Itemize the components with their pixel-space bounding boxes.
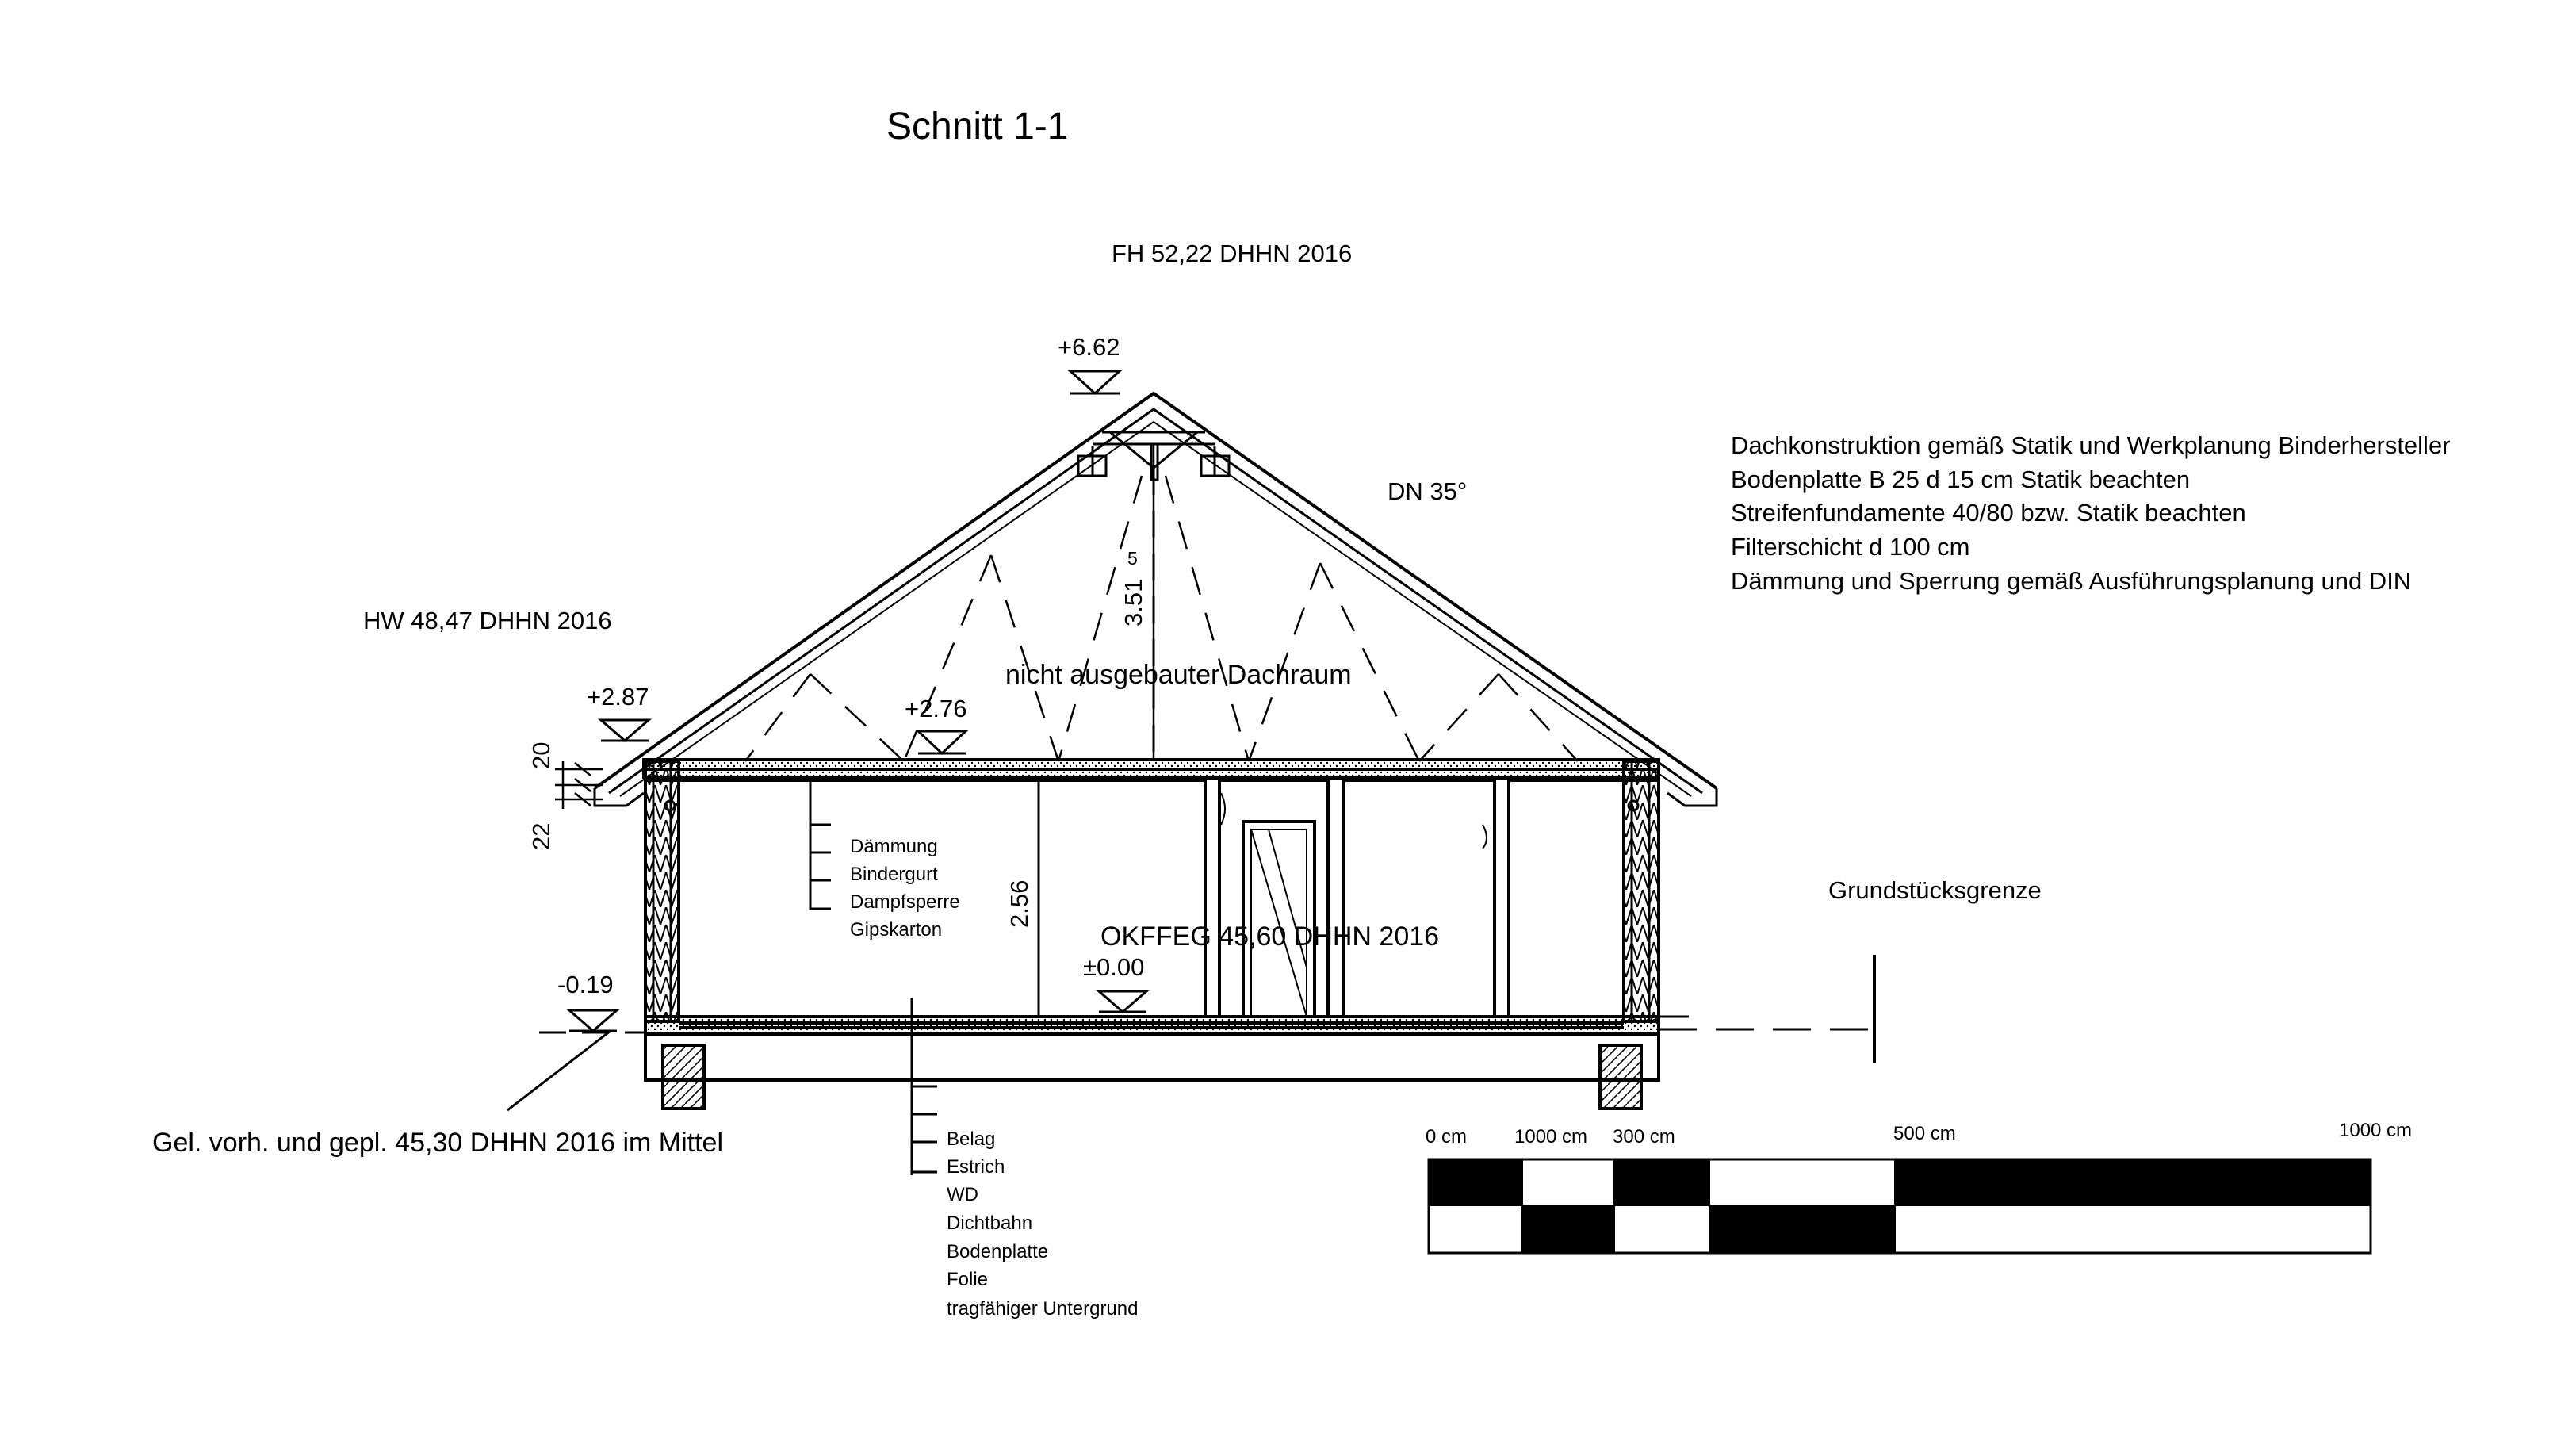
scale-label-3: 300 cm: [1613, 1126, 1675, 1147]
floor-layer-4: Dichtbahn: [947, 1213, 1033, 1234]
scale-label-4: 500 cm: [1893, 1123, 1956, 1144]
scale-top-cell-4: [1709, 1159, 1895, 1205]
ceiling-layer-2: Bindergurt: [850, 864, 938, 885]
svg-text:22: 22: [527, 822, 555, 850]
ceiling-layer-3: Dampfsperre: [850, 891, 960, 913]
ceiling-level-label: +2.76: [905, 695, 967, 722]
scale-top-cell-5: [1895, 1159, 2371, 1205]
construction-notes: [1731, 431, 2451, 595]
note-3: Streifenfundamente 40/80 bzw. Statik beachten: [1731, 499, 2246, 527]
right-exterior-wall: [1624, 761, 1659, 1021]
svg-text:3.51: 3.51: [1120, 578, 1147, 626]
ceiling-layers-callout: [810, 779, 960, 941]
ceiling-layer-1: Dämmung: [850, 836, 938, 857]
scale-bar: [1426, 1120, 2412, 1253]
left-dimension-chain: [527, 742, 603, 850]
roof-pitch-label: DN 35°: [1388, 477, 1468, 505]
floor-layer-3: WD: [947, 1184, 978, 1205]
floor-layer-7: tragfähiger Untergrund: [947, 1298, 1139, 1320]
floor-level-label: OKFFEG 45,60 DHHN 2016: [1100, 921, 1440, 952]
floor-layer-1: Belag: [947, 1128, 996, 1150]
note-4: Filterschicht d 100 cm: [1731, 533, 1970, 561]
scale-top-cell-3: [1614, 1159, 1709, 1205]
scale-bottom-cell-2: [1522, 1205, 1614, 1253]
ground-level-marker: [569, 1010, 617, 1031]
scale-bottom-cell-3: [1614, 1205, 1709, 1253]
ridge-level-marker: [1070, 371, 1120, 393]
scale-top-cell-2: [1522, 1159, 1614, 1205]
left-exterior-wall: [645, 761, 679, 1021]
svg-text:20: 20: [527, 741, 555, 769]
note-2: Bodenplatte B 25 d 15 cm Statik beachten: [1731, 465, 2191, 493]
ceiling-layer-4: Gipskarton: [850, 919, 943, 941]
interior-door: [1243, 822, 1315, 1017]
scale-bottom-cell-5: [1895, 1205, 2371, 1253]
ceiling-level-marker: [918, 731, 966, 753]
floor-layer-2: Estrich: [947, 1156, 1005, 1178]
scale-label-1: 0 cm: [1426, 1126, 1468, 1147]
floor-layer-5: Bodenplatte: [947, 1241, 1049, 1262]
eave-level-label: +2.87: [587, 683, 649, 711]
scale-top-cell-1: [1429, 1159, 1522, 1205]
floor-slab: [645, 1017, 1659, 1080]
truss-webs: [745, 468, 1578, 761]
svg-text:2.56: 2.56: [1005, 879, 1033, 928]
scale-label-2: 1000 cm: [1514, 1126, 1588, 1147]
note-1: Dachkonstruktion gemäß Statik und Werkplanung Binderhersteller: [1731, 431, 2451, 459]
high-water-label: HW 48,47 DHHN 2016: [363, 607, 612, 634]
ridge-level-label: +6.62: [1058, 333, 1120, 361]
ground-leader: [507, 1031, 611, 1110]
roof: [595, 393, 1717, 806]
attic-label: nicht ausgebauter Dachraum: [1005, 660, 1352, 690]
floor-zero-label: ±0.00: [1083, 953, 1145, 981]
svg-text:5: 5: [1127, 548, 1138, 569]
floor-level-marker: [1099, 991, 1146, 1012]
ridge-height-label: FH 52,22 DHHN 2016: [1112, 239, 1353, 267]
boundary-label: Grundstücksgrenze: [1828, 876, 2042, 904]
scale-bottom-cell-1: [1429, 1205, 1522, 1253]
ground-label: Gel. vorh. und gepl. 45,30 DHHN 2016 im Mittel: [152, 1128, 724, 1158]
eave-level-marker: [601, 720, 649, 741]
room-height-dimension: [1005, 779, 1039, 1017]
note-5: Dämmung und Sperrung gemäß Ausführungsplanung und DIN: [1731, 567, 2412, 595]
scale-bottom-cell-4: [1709, 1205, 1895, 1253]
scale-label-5: 1000 cm: [2339, 1120, 2413, 1141]
floor-layer-6: Folie: [947, 1269, 989, 1290]
drawing-title: Schnitt 1-1: [886, 105, 1069, 147]
ground-level-label: -0.19: [557, 971, 614, 998]
